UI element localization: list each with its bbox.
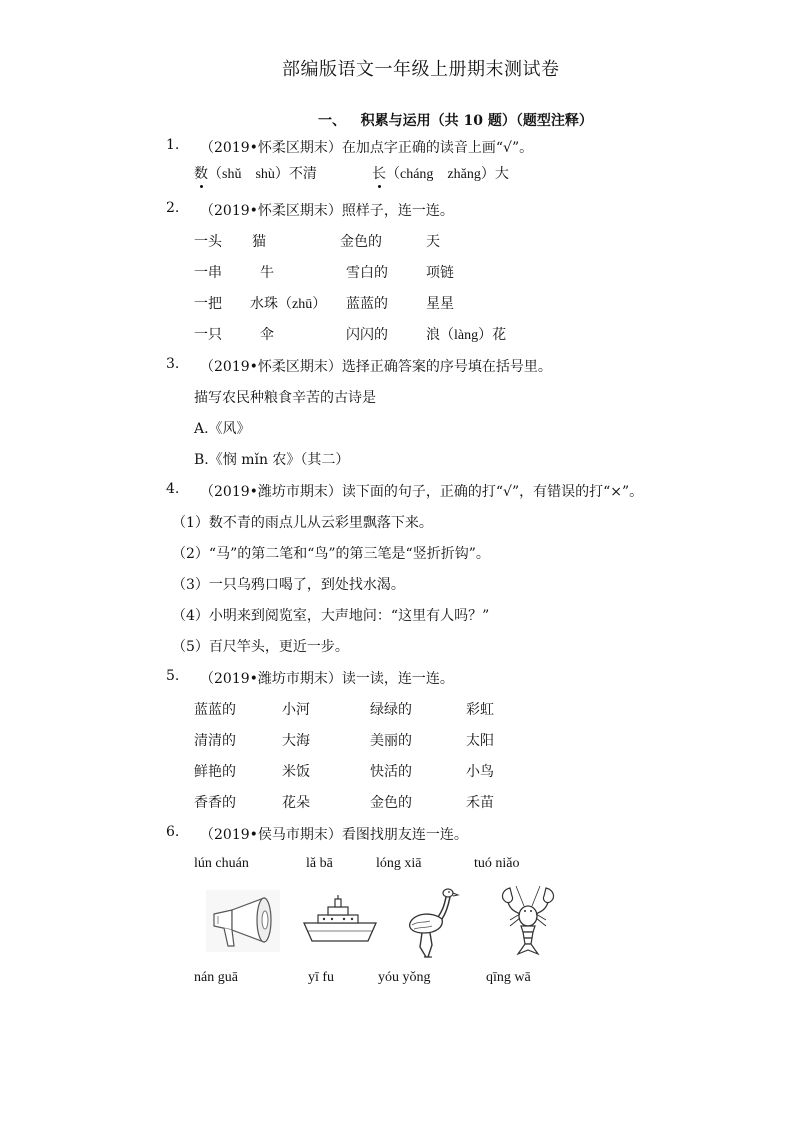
q5-cell: 太阳 [466, 733, 494, 749]
q4-item: （3）一只乌鸦口喝了，到处找水渴。 [172, 577, 405, 593]
section-label: 积累与运用（共 10 题）（题型注释） [360, 113, 593, 129]
q5-cell: 香香的 [194, 795, 236, 811]
q3-option-b: B.《悯 mǐn 农》（其二） [194, 452, 350, 468]
q6-pinyin-label: lǎ bā [306, 856, 333, 871]
q5-cell: 小鸟 [466, 764, 494, 780]
q5-cell: 鲜艳的 [194, 764, 236, 780]
q4-stem: （2019•潍坊市期末）读下面的句子，正确的打“√”，有错误的打“×”。 [200, 484, 644, 500]
q2-cell: 金色的 [340, 234, 382, 250]
page-title: 部编版语文一年级上册期末测试卷 [282, 59, 560, 80]
q5-cell: 禾苗 [466, 795, 494, 811]
q1-dotted-char-2: 长 [372, 163, 386, 183]
q2-cell: 一串 [194, 265, 222, 281]
q2-cell: 天 [426, 234, 440, 250]
q2-cell: 雪白的 [346, 265, 388, 281]
q1-dotted-char-1: 数 [194, 163, 208, 183]
q6-pinyin-label: qīng wā [486, 970, 531, 985]
q2-cell: 浪（làng）花 [426, 328, 507, 343]
q5-stem: （2019•潍坊市期末）读一读，连一连。 [200, 671, 454, 687]
q4-item: （2）“马”的第二笔和“鸟”的第三笔是“竖折折钩”。 [172, 546, 490, 562]
ship-icon [302, 895, 378, 947]
section-header [318, 110, 593, 130]
q5-cell: 米饭 [282, 764, 310, 780]
lobster-icon [496, 884, 560, 960]
q1-part-2 [372, 163, 509, 183]
ostrich-icon [402, 885, 460, 961]
q6-pinyin-label: nán guā [194, 970, 238, 985]
q5-cell: 绿绿的 [370, 702, 412, 718]
q1-part-1 [194, 163, 317, 183]
section-number: 一、 [318, 113, 346, 129]
q2-cell: 项链 [426, 265, 454, 281]
q2-cell: 闪闪的 [346, 327, 388, 343]
q5-cell: 蓝蓝的 [194, 702, 236, 718]
q5-cell: 清清的 [194, 733, 236, 749]
q6-pinyin-label: lóng xiā [376, 856, 422, 871]
q5-cell: 美丽的 [370, 733, 412, 749]
q6-pinyin-label: tuó niǎo [474, 856, 520, 871]
q2-cell: 牛 [260, 265, 274, 281]
q2-cell: 星星 [426, 296, 454, 312]
q6-stem: （2019•侯马市期末）看图找朋友连一连。 [200, 827, 468, 843]
q2-cell: 伞 [260, 327, 274, 343]
q2-cell: 一把 [194, 296, 222, 312]
q6-pinyin-label: yī fu [308, 970, 335, 985]
q5-cell: 彩虹 [466, 702, 494, 718]
q5-cell: 花朵 [282, 795, 310, 811]
q3-stem: （2019•怀柔区期末）选择正确答案的序号填在括号里。 [200, 359, 552, 375]
q2-number: 2. [166, 200, 180, 216]
q6-number: 6. [166, 824, 180, 840]
q1-options-1: （shǔ shù）不清 [208, 167, 317, 182]
q2-cell: 一只 [194, 327, 222, 343]
q3-option-a: A.《风》 [194, 421, 251, 437]
q5-cell: 金色的 [370, 795, 412, 811]
q6-pinyin-label: lún chuán [194, 856, 249, 871]
q5-cell: 小河 [282, 702, 310, 718]
q4-number: 4. [166, 481, 180, 497]
q1-options-2: （cháng zhǎng）大 [386, 167, 509, 182]
q2-cell: 蓝蓝的 [346, 296, 388, 312]
q4-item: （4）小明来到阅览室，大声地问：“这里有人吗？” [172, 608, 490, 624]
q3-question: 描写农民种粮食辛苦的古诗是 [194, 390, 376, 406]
q5-cell: 大海 [282, 733, 310, 749]
q6-pinyin-label: yóu yǒng [378, 970, 431, 985]
q4-item: （5）百尺竿头，更近一步。 [172, 639, 349, 655]
q5-cell: 快活的 [370, 764, 412, 780]
q2-cell: 水珠（zhū） [250, 297, 327, 312]
q1-number: 1. [166, 137, 180, 153]
q5-number: 5. [166, 668, 180, 684]
q2-cell: 一头 [194, 234, 222, 250]
q1-stem: （2019•怀柔区期末）在加点字正确的读音上画“√”。 [200, 140, 534, 156]
q2-cell: 猫 [252, 234, 266, 250]
q2-stem: （2019•怀柔区期末）照样子，连一连。 [200, 203, 454, 219]
q3-number: 3. [166, 356, 180, 372]
q4-item: （1）数不青的雨点儿从云彩里飘落下来。 [172, 515, 433, 531]
megaphone-icon [206, 890, 280, 952]
